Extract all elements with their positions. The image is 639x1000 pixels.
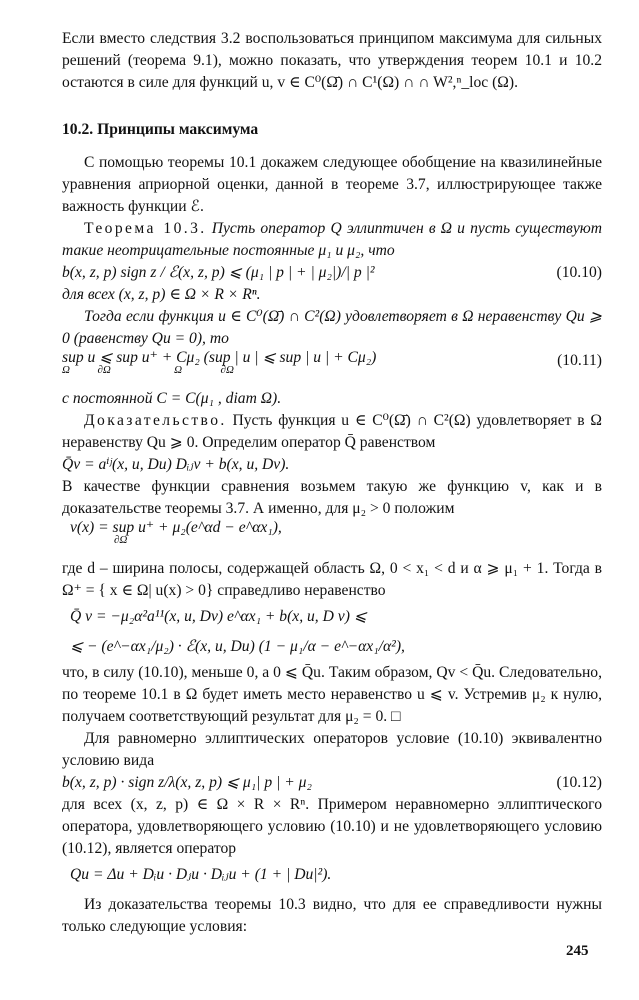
proof-label: Доказательство. xyxy=(84,412,227,429)
equation-10-10-formula: b(x, z, p) sign z / ℰ(x, z, p) ⩽ (μ₁ | p | + | μ₂|)/| p |² xyxy=(62,264,375,281)
equation-q-line-1-formula: Q̄ v = −μ₂α²a¹¹(x, u, Dv) e^αx₁ + b(x, u, D v) ⩽ xyxy=(70,608,367,625)
page-content xyxy=(62,28,602,938)
eq-10-11-main: sup u ⩽ sup u⁺ + Cμ₂ (sup | u | ⩽ sup | u | + Cμ₂) xyxy=(62,349,377,366)
uniform-paragraph: Для равномерно эллиптических операторов условие (10.10) эквивалентно условию вида xyxy=(62,730,602,769)
page-number: 245 xyxy=(566,943,589,959)
eq-v-main: v(x) = sup u⁺ + μ₂(e^αd − e^αx₁), xyxy=(70,519,282,536)
paragraph-generalization: С помощью теоремы 10.1 докажем следующее обобщение на квазилинейные уравнения априорной оценки, данной в теореме 3.7, иллюстрирующее также важность функции ℰ. xyxy=(62,154,602,215)
equation-10-12-number: (10.12) xyxy=(556,774,602,791)
for-all-clause: для всех (x, z, p) ∈ Ω × R × Rⁿ. xyxy=(62,286,261,303)
theorem-label: Теорема 10.3. xyxy=(84,220,207,237)
example-paragraph: для всех (x, z, p) ∈ Ω × R × Rⁿ. Примером неравномерно эллиптического оператора, удовлетворяющего условию (10.10) и не удовлетворяющего условию (10.12), является оператор xyxy=(62,796,602,857)
equation-10-11 xyxy=(62,350,602,388)
proof-text: Пусть функция u ∈ C⁰(Ω̄) ∩ C²(Ω) удовлетворяет в Ω неравенству Qu ⩾ 0. Определим оператор Q̄ равенством xyxy=(62,412,602,451)
equation-Q xyxy=(62,864,602,886)
where-paragraph: где d – ширина полосы, содержащей область Ω, 0 < x₁ < d и α ⩾ μ₁ + 1. Тогда в Ω⁺ = { x ∈ Ω| u(x) > 0} справедливо неравенство xyxy=(62,560,602,599)
eq-10-11-subscripts: Ω ∂Ω Ω ∂Ω xyxy=(62,364,234,376)
final-paragraph: Из доказательства теоремы 10.3 видно, что для ее справедливости нужны только следующие условия: xyxy=(62,896,602,935)
theorem-statement: Пусть оператор Q эллиптичен в Ω и пусть существуют такие неотрицательные постоянные μ₁ и μ₂, что xyxy=(62,220,603,259)
equation-10-10-number: (10.10) xyxy=(556,264,602,281)
equation-q-line-1 xyxy=(62,606,602,628)
equation-10-10 xyxy=(62,262,602,284)
equation-10-11-number: (10.11) xyxy=(557,352,602,369)
equation-q-line-2 xyxy=(62,636,602,658)
thus-paragraph: что, в силу (10.10), меньше 0, а 0 ⩽ Q̄u. Таким образом, Qv < Q̄u. Следовательно, по теореме 10.1 в Ω будет иметь место неравенство u ⩽ v. Устремив μ₂ к нулю, получаем соответствующий результат для μ₂ = 0. □ xyxy=(62,664,602,725)
section-heading: 10.2. Принципы максимума xyxy=(62,121,259,138)
equation-10-12-formula: b(x, z, p) · sign z/λ(x, z, p) ⩽ μ₁| p | + μ₂ xyxy=(62,774,312,791)
theorem-conclusion: Тогда если функция u ∈ C⁰(Ω̄) ∩ C²(Ω) удовлетворяет в Ω неравенству Qu ⩾ 0 (равенству Qu = 0), то xyxy=(62,308,602,347)
equation-qbar xyxy=(62,454,602,476)
equation-v xyxy=(62,520,602,558)
equation-qbar-formula: Q̄v = aⁱʲ(x, u, Du) Dᵢⱼv + b(x, u, Dv). xyxy=(62,456,290,473)
equation-10-11-formula xyxy=(62,350,376,376)
equation-q-line-2-formula: ⩽ − (e^−αx₁/μ₂) · ℰ(x, u, Du) (1 − μ₁/α − e^−αx₁/α²), xyxy=(70,638,405,655)
constant-clause: с постоянной C = C(μ₁ , diam Ω). xyxy=(62,390,282,407)
comparison-paragraph: В качестве функции сравнения возьмем такую же функцию v, как и в доказательстве теоремы 3.7. А именно, для μ₂ > 0 положим xyxy=(62,478,602,517)
eq-v-subscript: ∂Ω xyxy=(114,534,128,546)
intro-paragraph: Если вместо следствия 3.2 воспользоваться принципом максимума для сильных решений (теорема 9.1), можно показать, что утверждения теорем 10.1 и 10.2 остаются в силе для функций u, v ∈ C⁰(Ω̄) ∩ C¹(Ω) ∩ ∩ W²,ⁿ_loc (Ω). xyxy=(62,30,602,91)
equation-Q-formula: Qu = Δu + Dᵢu · Dⱼu · Dᵢⱼu + (1 + | Du|²). xyxy=(70,866,332,883)
equation-10-12 xyxy=(62,772,602,794)
equation-v-formula xyxy=(70,520,282,546)
theorem-10-3 xyxy=(62,218,602,262)
proof-paragraph xyxy=(62,410,602,454)
